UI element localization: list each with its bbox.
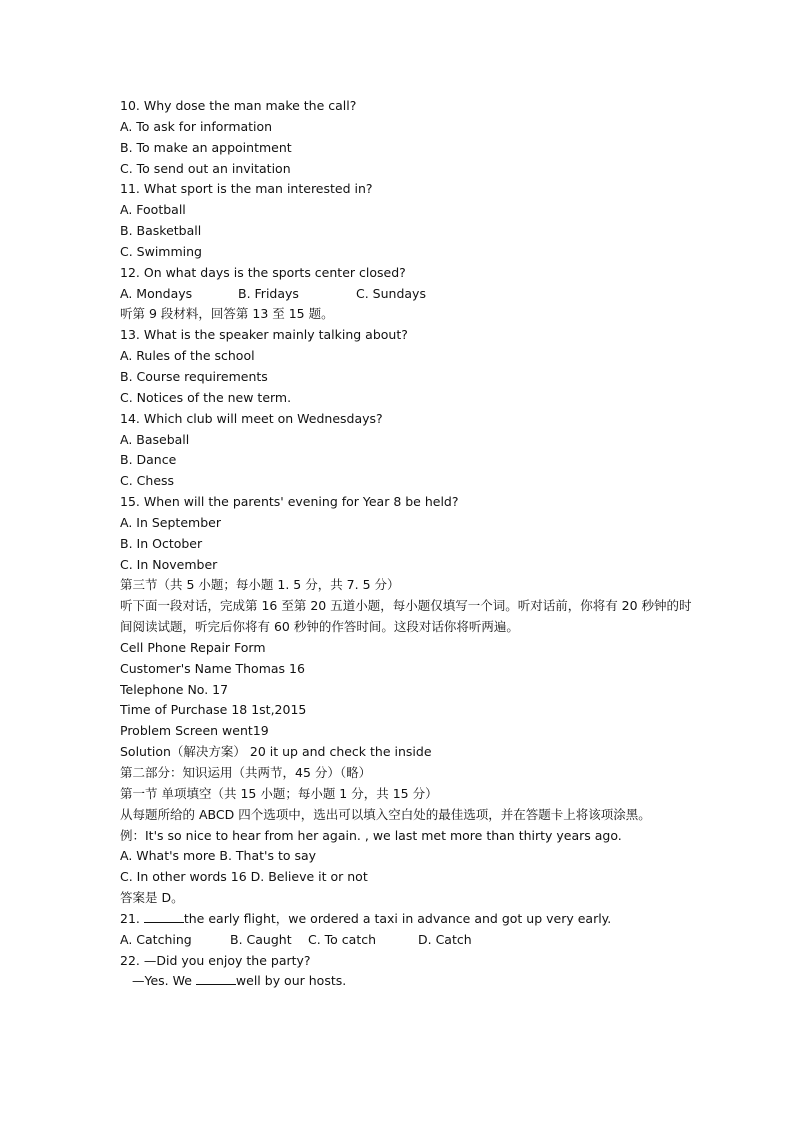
question-15: 15. When will the parents' evening for Year 8 be held? bbox=[120, 494, 459, 510]
q21-option-b: B. Caught bbox=[230, 931, 292, 947]
q22-response-start: —Yes. We bbox=[132, 973, 196, 989]
q21-number: 21. bbox=[120, 910, 144, 926]
q13-option-c: C. Notices of the new term. bbox=[120, 389, 292, 405]
q14-option-a: A. Baseball bbox=[120, 431, 190, 447]
q10-option-a: A. To ask for information bbox=[120, 118, 273, 134]
q21-blank bbox=[144, 910, 184, 923]
q22-response bbox=[120, 971, 700, 992]
form-solution: Solution（解决方案） 20 it up and check the inside bbox=[120, 744, 432, 760]
section-3-instruction: 听下面一段对话，完成第 16 至第 20 五道小题，每小题仅填写一个词。听对话前，你将有 20 秒钟的时间阅读试题，听完后你将有 60 秒钟的作答时间。这段对话你将听两遍。 bbox=[120, 598, 692, 635]
q11-option-c: C. Swimming bbox=[120, 243, 202, 259]
document-page bbox=[120, 96, 700, 992]
question-14: 14. Which club will meet on Wednesdays? bbox=[120, 410, 383, 426]
form-problem: Problem Screen went19 bbox=[120, 723, 269, 739]
form-time-of-purchase: Time of Purchase 18 1st,2015 bbox=[120, 702, 307, 718]
question-11: 11. What sport is the man interested in? bbox=[120, 181, 373, 197]
q12-options bbox=[120, 284, 700, 305]
question-12: 12. On what days is the sports center closed? bbox=[120, 264, 406, 280]
example-options-cd: C. In other words 16 D. Believe it or not bbox=[120, 869, 368, 885]
q22-response-end: well by our hosts. bbox=[235, 973, 347, 989]
q12-option-c: C. Sundays bbox=[356, 285, 426, 301]
q13-option-b: B. Course requirements bbox=[120, 368, 268, 384]
q21-text: the early flight，we ordered a taxi in advance and got up very early. bbox=[183, 910, 612, 926]
q15-option-a: A. In September bbox=[120, 514, 221, 530]
form-customer-name: Customer's Name Thomas 16 bbox=[120, 660, 305, 676]
q12-option-b: B. Fridays bbox=[238, 285, 299, 301]
q10-option-c: C. To send out an invitation bbox=[120, 160, 291, 176]
q14-option-c: C. Chess bbox=[120, 473, 175, 489]
question-22: 22. —Did you enjoy the party? bbox=[120, 952, 311, 968]
q10-option-b: B. To make an appointment bbox=[120, 139, 292, 155]
q22-blank bbox=[196, 972, 236, 985]
part-9-instruction: 听第 9 段材料，回答第 13 至 15 题。 bbox=[120, 306, 334, 322]
q12-option-a: A. Mondays bbox=[120, 285, 193, 301]
q11-option-a: A. Football bbox=[120, 202, 186, 218]
part-2-heading: 第二部分：知识运用（共两节，45 分）（略） bbox=[120, 765, 372, 780]
q15-option-b: B. In October bbox=[120, 535, 203, 551]
question-10: 10. Why dose the man make the call? bbox=[120, 98, 357, 113]
q13-option-a: A. Rules of the school bbox=[120, 348, 255, 364]
part-2-section-1-heading: 第一节 单项填空（共 15 小题；每小题 1 分，共 15 分） bbox=[120, 785, 438, 801]
example-question: 例：It's so nice to hear from her again. , we last met more than thirty years ago. bbox=[120, 827, 622, 843]
form-title: Cell Phone Repair Form bbox=[120, 639, 266, 655]
q21-option-c: C. To catch bbox=[308, 931, 377, 947]
example-options-ab: A. What's more B. That's to say bbox=[120, 848, 317, 864]
q21-option-a: A. Catching bbox=[120, 931, 192, 947]
q11-option-b: B. Basketball bbox=[120, 223, 202, 239]
section-3-heading: 第三节（共 5 小题；每小题 1. 5 分，共 7. 5 分） bbox=[120, 577, 400, 593]
q21-option-d: D. Catch bbox=[418, 931, 472, 947]
question-13: 13. What is the speaker mainly talking about? bbox=[120, 327, 408, 343]
form-telephone: Telephone No. 17 bbox=[120, 681, 229, 697]
q15-option-c: C. In November bbox=[120, 556, 218, 572]
q21-options bbox=[120, 930, 700, 951]
part-2-instruction: 从每题所给的 ABCD 四个选项中，选出可以填入空白处的最佳选项，并在答题卡上将该项涂黑。 bbox=[120, 806, 651, 822]
question-21 bbox=[120, 909, 700, 930]
example-answer: 答案是 D。 bbox=[120, 890, 184, 906]
q14-option-b: B. Dance bbox=[120, 452, 177, 468]
